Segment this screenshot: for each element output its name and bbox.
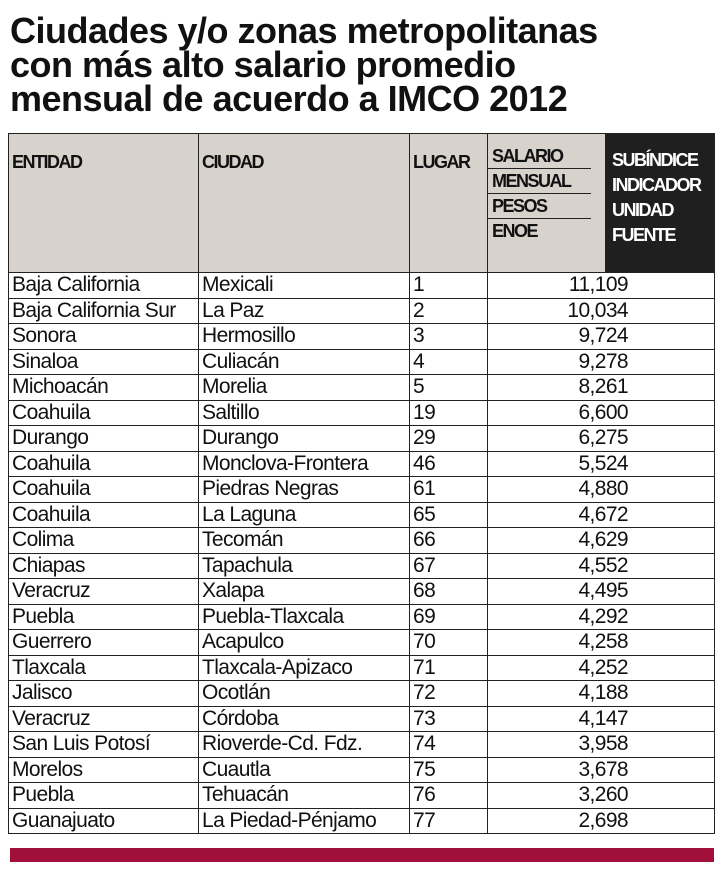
salary-table (8, 133, 715, 834)
entidad-cell: Tlaxcala (9, 655, 199, 681)
table-header-row (9, 134, 715, 273)
table-row (9, 375, 715, 401)
salario-cell: 11,109 (488, 273, 715, 299)
lugar-cell: 69 (410, 604, 488, 630)
salario-cell: 9,278 (488, 349, 715, 375)
header-ciudad: CIUDAD (199, 134, 410, 273)
lugar-cell: 3 (410, 324, 488, 350)
table-row (9, 553, 715, 579)
ciudad-cell: Morelia (199, 375, 410, 401)
entidad-cell: Morelos (9, 757, 199, 783)
salario-cell: 6,275 (488, 426, 715, 452)
ciudad-cell: Xalapa (199, 579, 410, 605)
ciudad-cell: Tecomán (199, 528, 410, 554)
lugar-cell: 76 (410, 783, 488, 809)
ciudad-cell: La Paz (199, 298, 410, 324)
table-row (9, 502, 715, 528)
entidad-cell: Durango (9, 426, 199, 452)
ciudad-cell: Durango (199, 426, 410, 452)
lugar-cell: 70 (410, 630, 488, 656)
ciudad-cell: Saltillo (199, 400, 410, 426)
header-salario-line-4: ENOE (492, 221, 538, 241)
header-salario-line-1: SALARIO (488, 144, 591, 169)
lugar-cell: 66 (410, 528, 488, 554)
salario-cell: 4,552 (488, 553, 715, 579)
lugar-cell: 68 (410, 579, 488, 605)
ciudad-cell: Tehuacán (199, 783, 410, 809)
lugar-cell: 67 (410, 553, 488, 579)
lugar-cell: 73 (410, 706, 488, 732)
salario-cell: 4,672 (488, 502, 715, 528)
salario-cell: 8,261 (488, 375, 715, 401)
lugar-cell: 71 (410, 655, 488, 681)
salario-cell: 9,724 (488, 324, 715, 350)
table-row (9, 604, 715, 630)
salario-cell: 5,524 (488, 451, 715, 477)
table-row (9, 681, 715, 707)
entidad-cell: San Luis Potosí (9, 732, 199, 758)
lugar-cell: 75 (410, 757, 488, 783)
ciudad-cell: Tapachula (199, 553, 410, 579)
entidad-cell: Sinaloa (9, 349, 199, 375)
lugar-cell: 4 (410, 349, 488, 375)
salario-cell: 4,188 (488, 681, 715, 707)
ciudad-cell: Ocotlán (199, 681, 410, 707)
ciudad-cell: Hermosillo (199, 324, 410, 350)
entidad-cell: Coahuila (9, 477, 199, 503)
header-salario (488, 134, 606, 273)
salario-cell: 4,495 (488, 579, 715, 605)
entidad-cell: Coahuila (9, 400, 199, 426)
salario-cell: 4,147 (488, 706, 715, 732)
page-title (10, 10, 710, 119)
table-row (9, 349, 715, 375)
salario-cell: 3,958 (488, 732, 715, 758)
header-entidad: ENTIDAD (9, 134, 199, 273)
ciudad-cell: La Laguna (199, 502, 410, 528)
entidad-cell: Baja California (9, 273, 199, 299)
entidad-cell: Guanajuato (9, 808, 199, 834)
salario-cell: 4,252 (488, 655, 715, 681)
ciudad-cell: Cuautla (199, 757, 410, 783)
salario-cell: 3,260 (488, 783, 715, 809)
ciudad-cell: Acapulco (199, 630, 410, 656)
header-lugar: LUGAR (410, 134, 488, 273)
entidad-cell: Colima (9, 528, 199, 554)
table-row (9, 298, 715, 324)
salario-cell: 10,034 (488, 298, 715, 324)
table-row (9, 655, 715, 681)
ciudad-cell: Rioverde-Cd. Fdz. (199, 732, 410, 758)
entidad-cell: Veracruz (9, 579, 199, 605)
salario-cell: 4,258 (488, 630, 715, 656)
table-row (9, 273, 715, 299)
salario-cell: 2,698 (488, 808, 715, 834)
table-row (9, 808, 715, 834)
lugar-cell: 65 (410, 502, 488, 528)
title-line-2: con más alto salario promedio (10, 44, 516, 85)
entidad-cell: Coahuila (9, 451, 199, 477)
entidad-cell: Chiapas (9, 553, 199, 579)
ciudad-cell: Puebla-Tlaxcala (199, 604, 410, 630)
entidad-cell: Puebla (9, 604, 199, 630)
table-row (9, 706, 715, 732)
lugar-cell: 19 (410, 400, 488, 426)
lugar-cell: 74 (410, 732, 488, 758)
ciudad-cell: Mexicali (199, 273, 410, 299)
header-salario-line-2: MENSUAL (488, 169, 591, 194)
header-subindice (606, 134, 715, 273)
table-row (9, 732, 715, 758)
lugar-cell: 1 (410, 273, 488, 299)
table-row (9, 426, 715, 452)
entidad-cell: Guerrero (9, 630, 199, 656)
table-row (9, 783, 715, 809)
entidad-cell: Sonora (9, 324, 199, 350)
lugar-cell: 29 (410, 426, 488, 452)
entidad-cell: Baja California Sur (9, 298, 199, 324)
accent-bar (10, 848, 714, 862)
entidad-cell: Jalisco (9, 681, 199, 707)
salario-cell: 4,880 (488, 477, 715, 503)
table-row (9, 477, 715, 503)
header-subindice-line-2: INDICADOR (612, 175, 701, 195)
ciudad-cell: Piedras Negras (199, 477, 410, 503)
entidad-cell: Michoacán (9, 375, 199, 401)
header-subindice-line-3: UNIDAD (612, 200, 673, 220)
entidad-cell: Puebla (9, 783, 199, 809)
title-line-3: mensual de acuerdo a IMCO 2012 (10, 78, 568, 119)
table-row (9, 400, 715, 426)
table-row (9, 757, 715, 783)
header-subindice-line-1: SUBÍNDICE (612, 150, 698, 170)
table-row (9, 451, 715, 477)
lugar-cell: 72 (410, 681, 488, 707)
ciudad-cell: Córdoba (199, 706, 410, 732)
lugar-cell: 46 (410, 451, 488, 477)
table-row (9, 579, 715, 605)
header-salario-line-3: PESOS (488, 194, 591, 219)
salario-cell: 4,292 (488, 604, 715, 630)
lugar-cell: 5 (410, 375, 488, 401)
lugar-cell: 77 (410, 808, 488, 834)
salario-cell: 6,600 (488, 400, 715, 426)
table-row (9, 528, 715, 554)
header-subindice-line-4: FUENTE (612, 225, 675, 245)
ciudad-cell: Tlaxcala-Apizaco (199, 655, 410, 681)
ciudad-cell: Monclova-Frontera (199, 451, 410, 477)
salario-cell: 4,629 (488, 528, 715, 554)
table-row (9, 324, 715, 350)
salario-cell: 3,678 (488, 757, 715, 783)
title-line-1: Ciudades y/o zonas metropolitanas (10, 10, 598, 51)
ciudad-cell: Culiacán (199, 349, 410, 375)
lugar-cell: 2 (410, 298, 488, 324)
table-row (9, 630, 715, 656)
entidad-cell: Coahuila (9, 502, 199, 528)
ciudad-cell: La Piedad-Pénjamo (199, 808, 410, 834)
entidad-cell: Veracruz (9, 706, 199, 732)
lugar-cell: 61 (410, 477, 488, 503)
